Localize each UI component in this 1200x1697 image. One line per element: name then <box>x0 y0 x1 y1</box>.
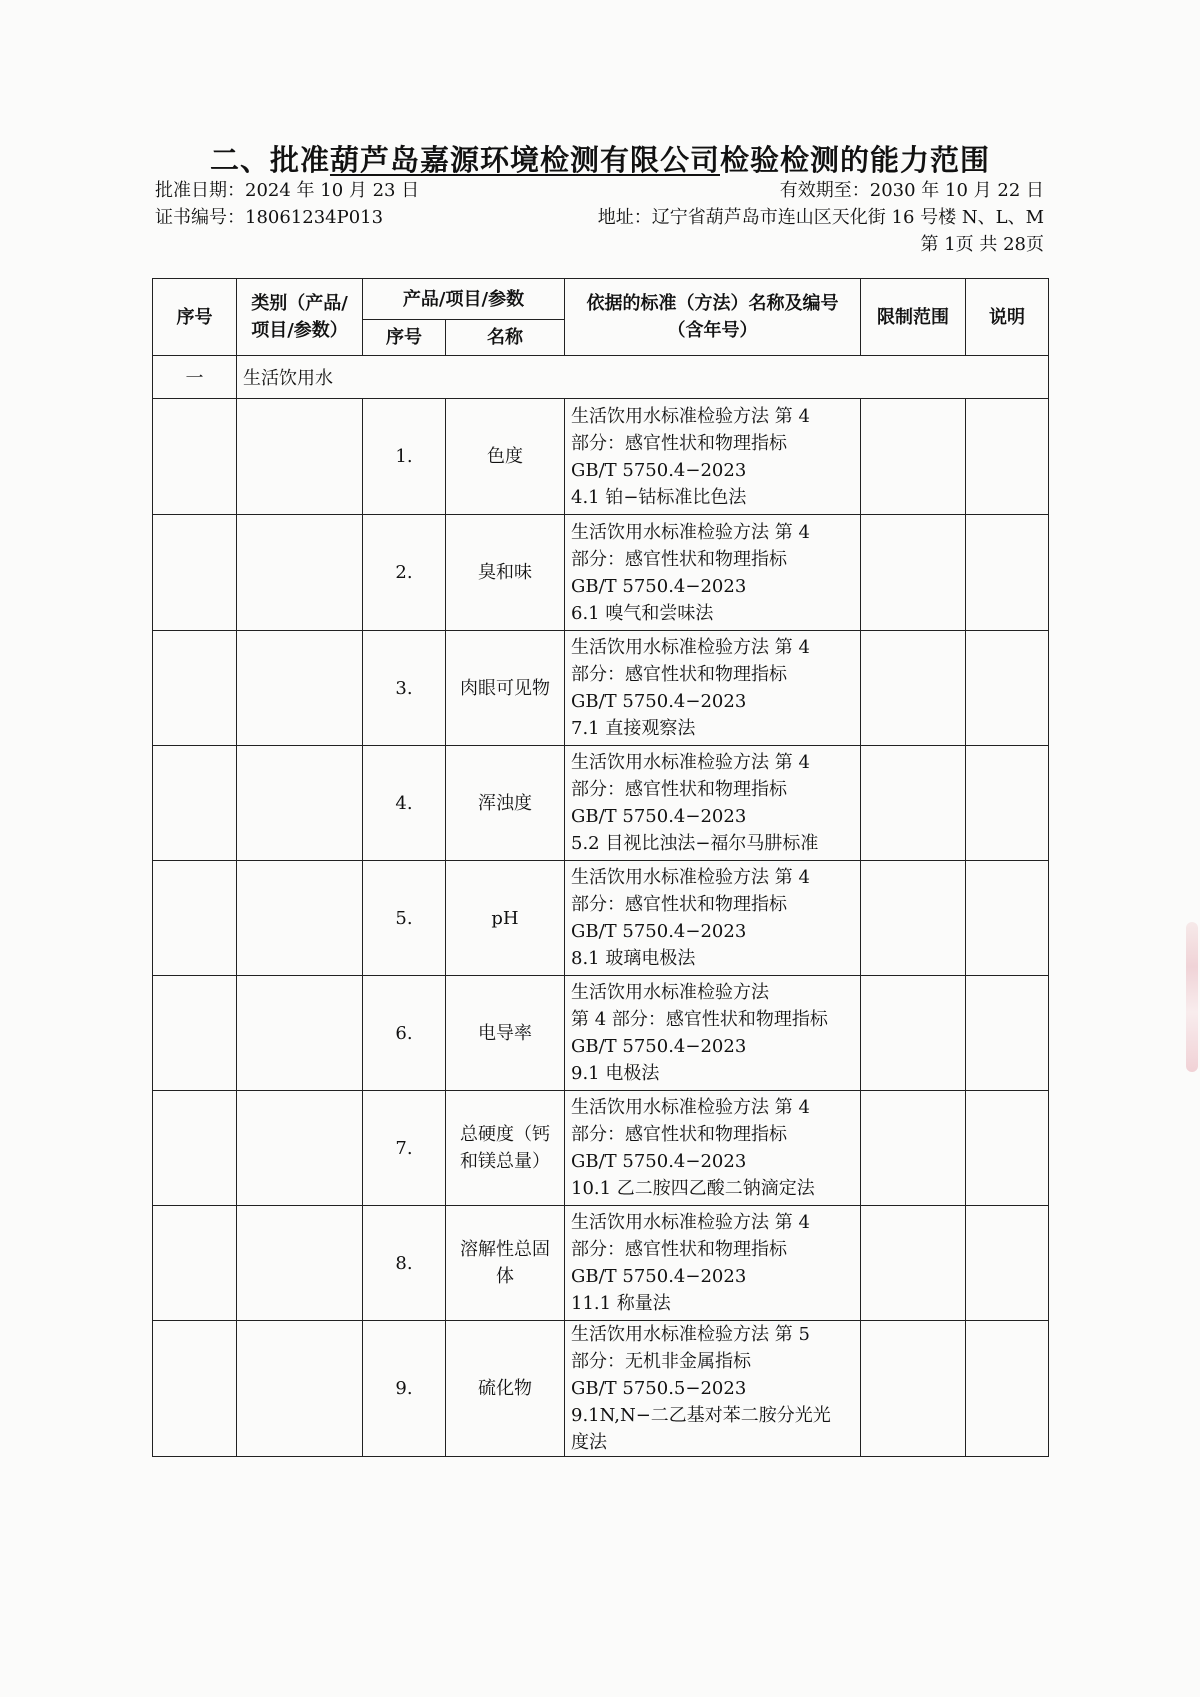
row-item-name: 溶解性总固体 <box>446 1206 565 1321</box>
standard-line: GB/T 5750.5−2023 <box>571 1378 747 1399</box>
row-seq-cell <box>153 861 237 976</box>
row-limit-cell <box>861 1206 966 1321</box>
standard-line: 部分：感官性状和物理指标 <box>571 548 787 570</box>
row-category-cell <box>237 746 363 861</box>
header-seq: 序号 <box>153 279 237 356</box>
standard-line: 10.1 乙二胺四乙酸二钠滴定法 <box>571 1178 815 1199</box>
section-row <box>153 356 1049 399</box>
row-item-number: 2. <box>363 515 446 631</box>
title-organization: 葫芦岛嘉源环境检测有限公司 <box>329 143 720 177</box>
standard-line: 生活饮用水标准检验方法 第 4 <box>571 637 810 658</box>
row-note-cell <box>966 515 1049 631</box>
table-row <box>153 515 1049 631</box>
row-limit-cell <box>861 861 966 976</box>
table-row <box>153 746 1049 861</box>
standard-line: 生活饮用水标准检验方法 第 4 <box>571 1097 810 1118</box>
header-product-group: 产品/项目/参数 <box>363 279 565 320</box>
header-note: 说明 <box>966 279 1049 356</box>
standard-line: GB/T 5750.4−2023 <box>571 1266 747 1287</box>
row-note-cell <box>966 631 1049 746</box>
standard-line: 11.1 称量法 <box>571 1293 671 1314</box>
header-sub-seq: 序号 <box>363 320 446 356</box>
row-category-cell <box>237 861 363 976</box>
row-limit-cell <box>861 1091 966 1206</box>
valid-until: 有效期至：2030 年 10 月 22 日 <box>779 180 1044 201</box>
row-category-cell <box>237 515 363 631</box>
standard-line: 7.1 直接观察法 <box>571 718 696 739</box>
row-seq-cell <box>153 1091 237 1206</box>
row-standard <box>565 515 861 631</box>
seal-fragment <box>1186 922 1198 1072</box>
standard-line: 第 4 部分：感官性状和物理指标 <box>571 1009 828 1030</box>
address: 地址：辽宁省葫芦岛市连山区天化街 16 号楼 N、L、M <box>597 207 1044 228</box>
header-sub-name: 名称 <box>446 320 565 356</box>
standard-line: 生活饮用水标准检验方法 第 4 <box>571 752 810 773</box>
standard-line: 部分：感官性状和物理指标 <box>571 1239 787 1260</box>
standard-line: 部分：感官性状和物理指标 <box>571 432 787 454</box>
page-title <box>150 138 1050 179</box>
row-seq-cell <box>153 746 237 861</box>
standard-line: 9.1N,N−二乙基对苯二胺分光光 <box>571 1405 831 1426</box>
standard-line: GB/T 5750.4−2023 <box>571 575 747 597</box>
row-item-name: 色度 <box>446 399 565 515</box>
row-item-name: 电导率 <box>446 976 565 1091</box>
row-standard <box>565 399 861 515</box>
standard-line: GB/T 5750.4−2023 <box>571 691 747 712</box>
row-standard <box>565 1091 861 1206</box>
standard-line: 部分：感官性状和物理指标 <box>571 1124 787 1145</box>
row-category-cell <box>237 1206 363 1321</box>
standard-line: 生活饮用水标准检验方法 第 5 <box>571 1324 810 1345</box>
standard-line: 生活饮用水标准检验方法 第 4 <box>571 521 810 543</box>
standard-line: 9.1 电极法 <box>571 1063 660 1084</box>
row-item-name: 总硬度（钙和镁总量） <box>446 1091 565 1206</box>
standard-line: 8.1 玻璃电极法 <box>571 948 696 969</box>
row-note-cell <box>966 399 1049 515</box>
row-item-name: 硫化物 <box>446 1321 565 1457</box>
row-note-cell <box>966 1206 1049 1321</box>
row-item-number: 4. <box>363 746 446 861</box>
row-category-cell <box>237 631 363 746</box>
header-standard: 依据的标准（方法）名称及编号（含年号） <box>565 279 861 356</box>
row-item-number: 5. <box>363 861 446 976</box>
row-limit-cell <box>861 515 966 631</box>
standard-line: 5.2 目视比浊法−福尔马肼标准 <box>571 833 819 854</box>
row-standard <box>565 976 861 1091</box>
row-standard <box>565 746 861 861</box>
row-category-cell <box>237 1321 363 1457</box>
row-category-cell <box>237 1091 363 1206</box>
row-item-name: 肉眼可见物 <box>446 631 565 746</box>
row-limit-cell <box>861 631 966 746</box>
standard-line: GB/T 5750.4−2023 <box>571 459 747 481</box>
row-note-cell <box>966 746 1049 861</box>
row-item-number: 6. <box>363 976 446 1091</box>
table-row <box>153 861 1049 976</box>
standard-line: 6.1 嗅气和尝味法 <box>571 602 714 624</box>
row-category-cell <box>237 976 363 1091</box>
row-item-number: 7. <box>363 1091 446 1206</box>
row-note-cell <box>966 976 1049 1091</box>
row-item-name: pH <box>446 861 565 976</box>
row-item-number: 3. <box>363 631 446 746</box>
row-seq-cell <box>153 399 237 515</box>
row-limit-cell <box>861 399 966 515</box>
table-row <box>153 1321 1049 1457</box>
row-category-cell <box>237 399 363 515</box>
row-limit-cell <box>861 746 966 861</box>
row-note-cell <box>966 861 1049 976</box>
standard-line: 部分：感官性状和物理指标 <box>571 779 787 800</box>
standard-line: 度法 <box>571 1432 607 1453</box>
row-item-name: 臭和味 <box>446 515 565 631</box>
row-item-number: 9. <box>363 1321 446 1457</box>
row-seq-cell <box>153 1206 237 1321</box>
section-seq: 一 <box>153 356 237 399</box>
row-note-cell <box>966 1321 1049 1457</box>
standard-line: GB/T 5750.4−2023 <box>571 1151 747 1172</box>
row-standard <box>565 1321 861 1457</box>
row-seq-cell <box>153 631 237 746</box>
row-standard <box>565 861 861 976</box>
header-limit: 限制范围 <box>861 279 966 356</box>
row-seq-cell <box>153 1321 237 1457</box>
standard-line: 部分：感官性状和物理指标 <box>571 894 787 915</box>
table-row <box>153 1091 1049 1206</box>
row-item-number: 8. <box>363 1206 446 1321</box>
capability-table <box>152 278 1049 1457</box>
table-row <box>153 399 1049 515</box>
certificate-number: 证书编号：18061234P013 <box>155 207 384 228</box>
standard-line: 部分：感官性状和物理指标 <box>571 664 787 685</box>
standard-line: 生活饮用水标准检验方法 第 4 <box>571 867 810 888</box>
standard-line: GB/T 5750.4−2023 <box>571 806 747 827</box>
section-name: 生活饮用水 <box>237 356 1049 399</box>
table-row <box>153 631 1049 746</box>
standard-line: 生活饮用水标准检验方法 第 4 <box>571 1212 810 1233</box>
standard-line: GB/T 5750.4−2023 <box>571 1036 747 1057</box>
row-limit-cell <box>861 1321 966 1457</box>
standard-line: 生活饮用水标准检验方法 <box>571 982 769 1003</box>
row-limit-cell <box>861 976 966 1091</box>
header-category: 类别（产品/项目/参数） <box>237 279 363 356</box>
table-row <box>153 1206 1049 1321</box>
standard-line: 部分：无机非金属指标 <box>571 1351 751 1372</box>
approve-date: 批准日期：2024 年 10 月 23 日 <box>155 180 420 201</box>
title-suffix: 检验检测的能力范围 <box>720 143 991 177</box>
row-note-cell <box>966 1091 1049 1206</box>
standard-line: GB/T 5750.4−2023 <box>571 921 747 942</box>
row-item-name: 浑浊度 <box>446 746 565 861</box>
row-item-number: 1. <box>363 399 446 515</box>
title-prefix: 二、批准 <box>209 143 330 177</box>
row-seq-cell <box>153 515 237 631</box>
page-number: 第 1页 共 28页 <box>920 234 1044 255</box>
row-standard <box>565 631 861 746</box>
row-standard <box>565 1206 861 1321</box>
standard-line: 生活饮用水标准检验方法 第 4 <box>571 405 810 427</box>
row-seq-cell <box>153 976 237 1091</box>
standard-line: 4.1 铂−钴标准比色法 <box>571 486 747 508</box>
table-row <box>153 976 1049 1091</box>
